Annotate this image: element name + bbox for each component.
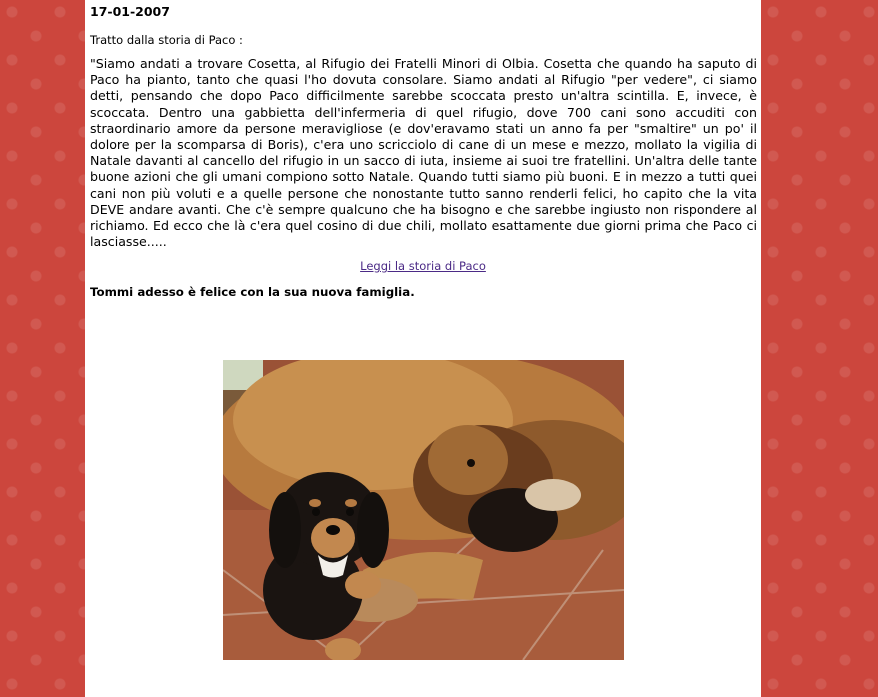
puppy-and-dog-photo: [223, 360, 624, 660]
story-text: "Siamo andati a trovare Cosetta, al Rifugio dei Fratelli Minori di Olbia. Cosetta che quando ha saputo di Paco ha pianto, tanto che quasi l'ho dovuta consolare. Siamo andati al Rifugio "per vedere", ci siamo detti, pensando che dopo Paco difficilmente sarebbe scoccata presto un'altra scintilla. E, invece, è scoccata. Dentro una gabbietta dell'infermeria di quel rifugio, dove 700 cani sono accuditi con straordinario amore da persone meravigliose (e dov'eravamo stati un anno fa per "smaltire" un po' il dolore per la scomparsa di Boris), c'era uno scricciolo di cane di un mese e mezzo, mollato la vigilia di Natale davanti al cancello del rifugio in un sacco di iuta, insieme ai suoi tre fratellini. Un'altra delle tante buone azioni che gli umani compiono sotto Natale. Quando tutti siamo più buoni. E in mezzo a tutti quei cani non più voluti e a quelle persone che nonostante tutto sanno renderli felici, ho capito che la vita DEVE andare avanti. Che c'è sempre qualcuno che ha bisogno e che sarebbe ingiusto non rispondere al richiamo. Ed ecco che là c'era quel cosino di due chili, mollato esattamente due giorni prima che Paco ci lasciasse.....: [90, 56, 757, 250]
photo-illustration: [223, 360, 624, 660]
read-paco-story-link[interactable]: Leggi la storia di Paco: [360, 259, 486, 273]
photo-caption: Tommi adesso è felice con la sua nuova famiglia.: [90, 285, 415, 299]
left-decorative-border: [0, 0, 85, 697]
post-intro: Tratto dalla storia di Paco :: [90, 33, 243, 47]
right-decorative-border: [761, 0, 878, 697]
post-date: 17-01-2007: [90, 4, 170, 19]
content-column: [85, 0, 761, 697]
